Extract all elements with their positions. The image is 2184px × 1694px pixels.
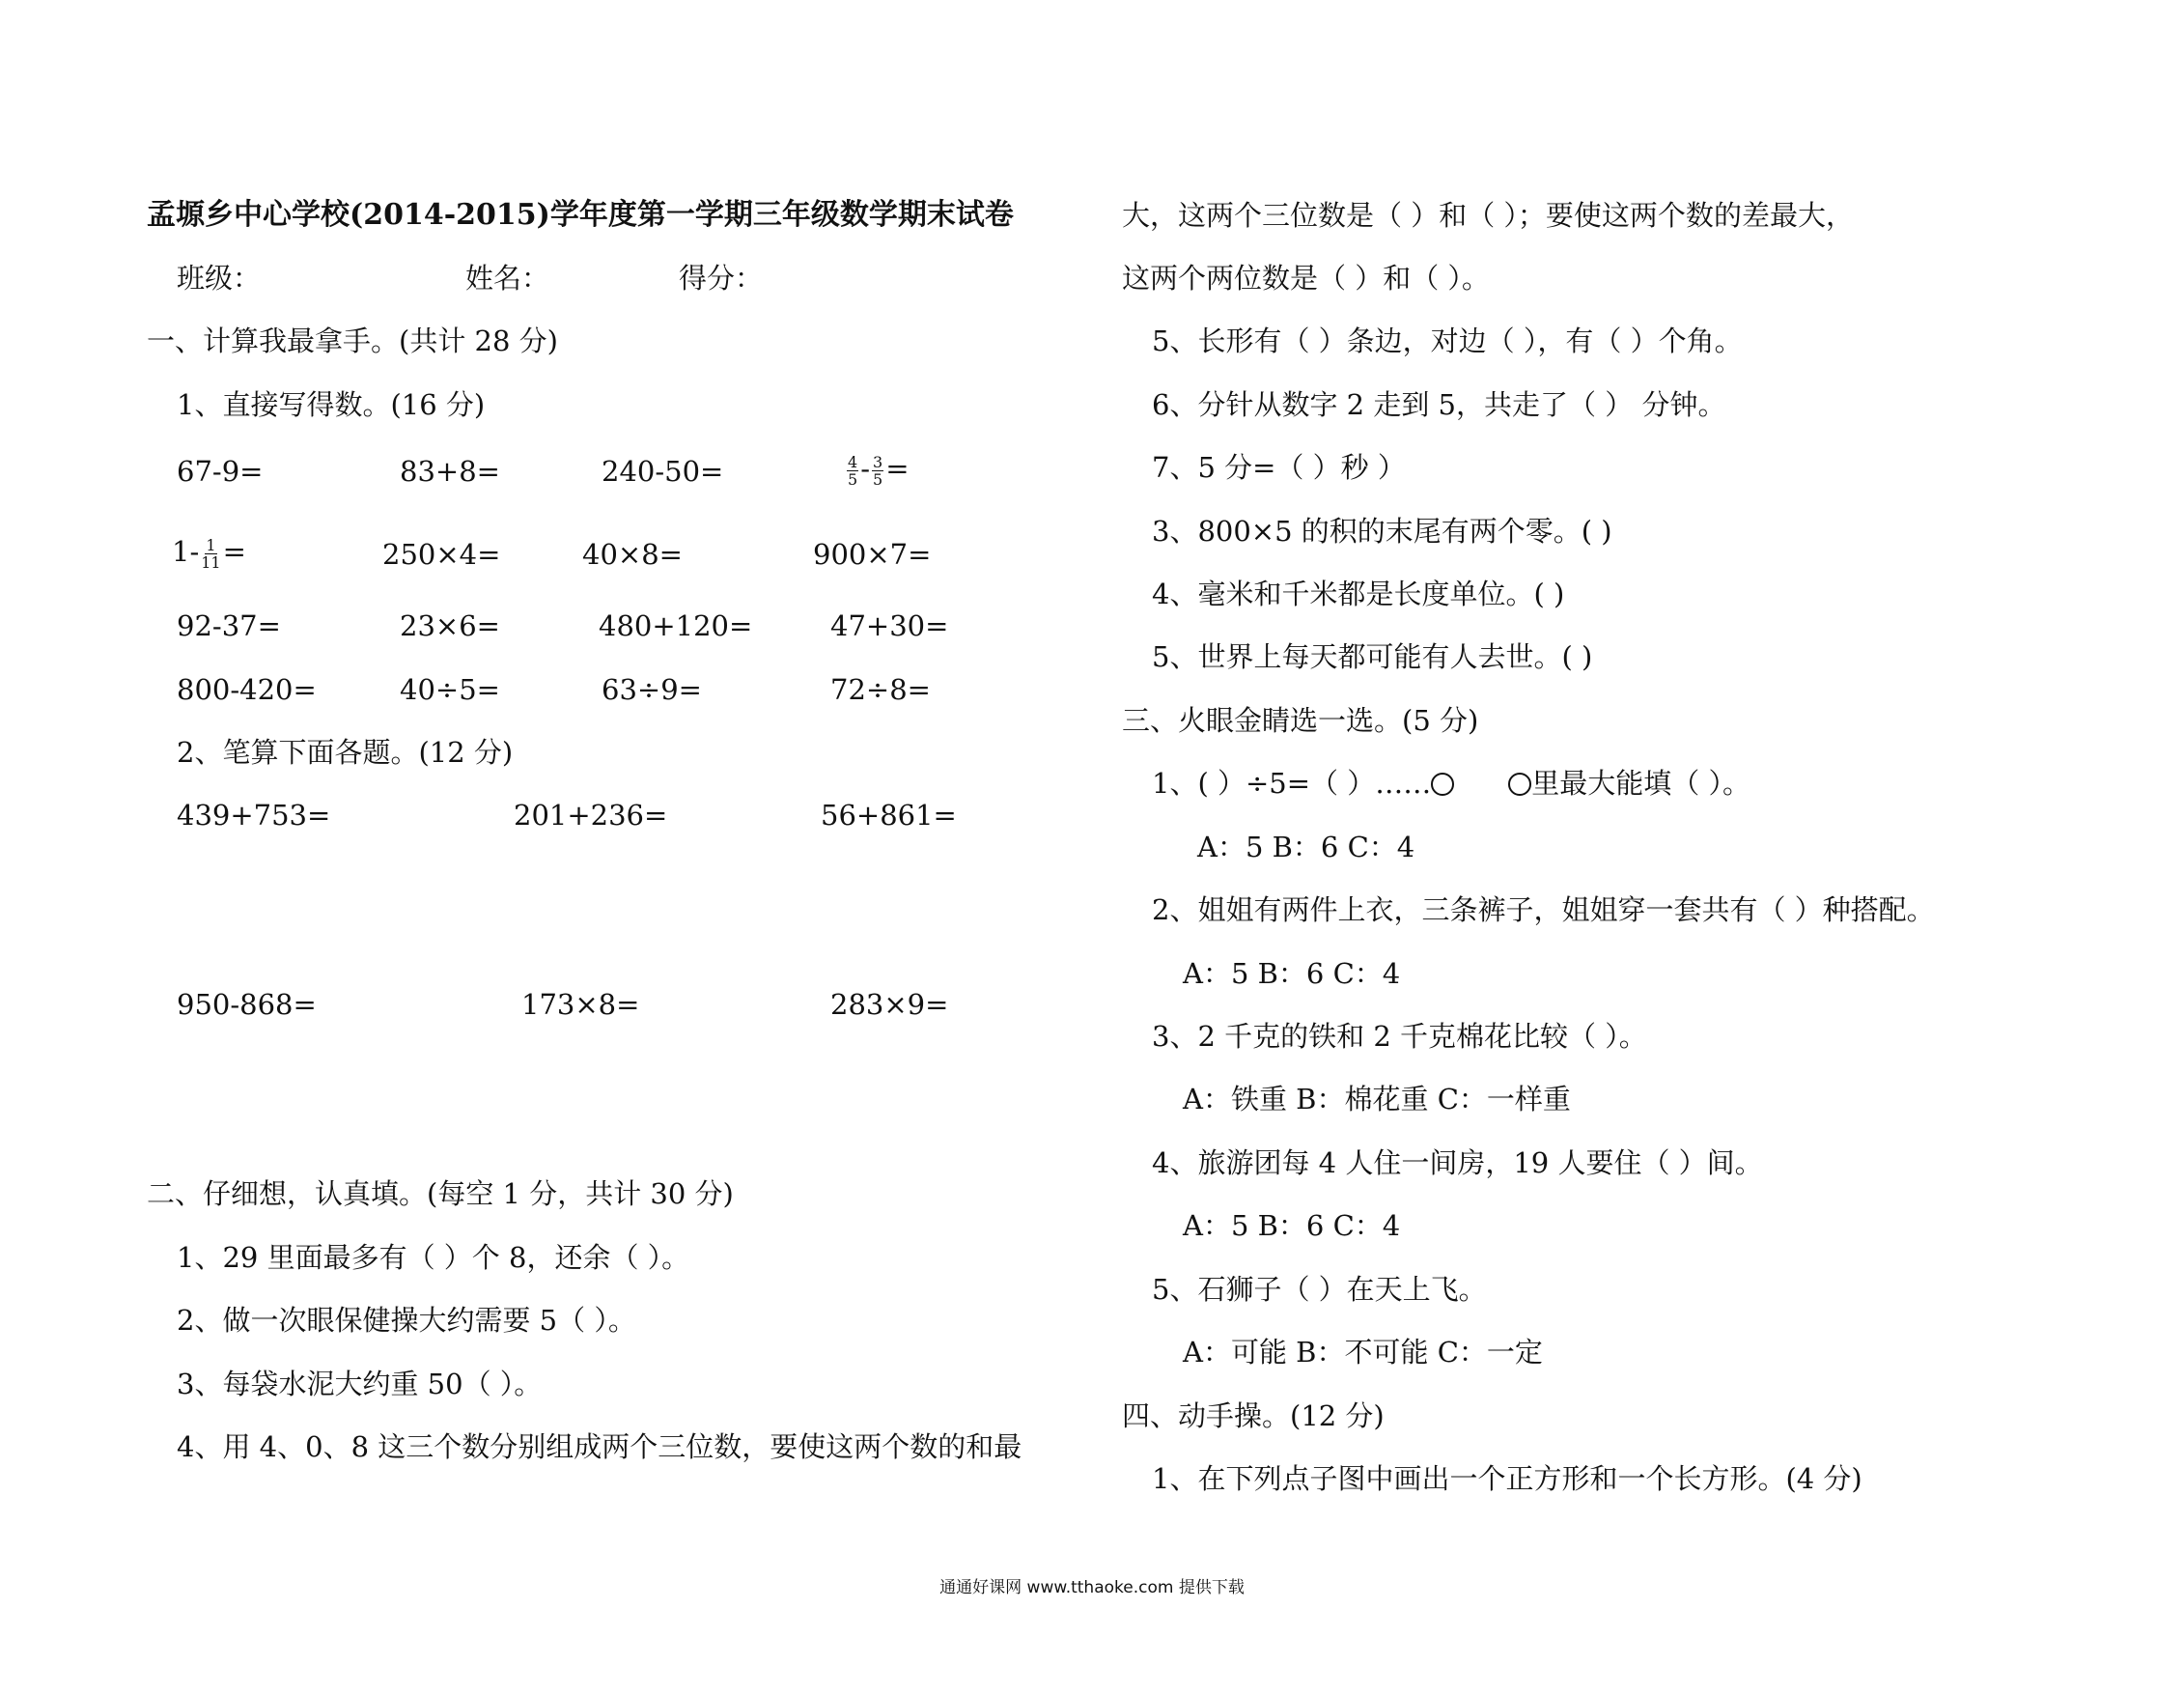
s3-q4: 4、旅游团每 4 人住一间房，19 人要住（ ）间。: [1152, 1146, 1763, 1179]
calc-63div9: 63÷9=: [602, 673, 702, 706]
calc-40div5: 40÷5=: [400, 673, 500, 706]
calc-283x9: 283×9=: [830, 988, 949, 1021]
s3-q4-options: A：5 B：6 C：4: [1183, 1209, 1401, 1242]
section-4-heading: 四、动手操。(12 分): [1122, 1399, 1385, 1432]
circle-icon: [1431, 773, 1454, 796]
calc-72div8: 72÷8=: [830, 673, 931, 706]
fraction-denominator: 11: [201, 552, 221, 572]
calc-800-420: 800-420=: [177, 673, 317, 706]
s1-q2-label: 2、笔算下面各题。(12 分): [177, 736, 514, 769]
calc-83-8: 83+8=: [400, 455, 500, 488]
s3-q1-question: 里最大能填（ ）。: [1531, 767, 1750, 800]
calc-47-30: 47+30=: [830, 609, 949, 642]
name-label: 姓名：: [465, 262, 550, 295]
section-2-heading: 二、仔细想，认真填。(每空 1 分，共计 30 分): [147, 1177, 734, 1210]
one-minus: 1-: [172, 535, 200, 568]
fraction-numerator: 4: [848, 452, 858, 471]
fraction-1-11: [201, 537, 220, 571]
calc-40x8: 40×8=: [582, 538, 683, 571]
s2-q9: 4、毫米和千米都是长度单位。( ): [1152, 578, 1565, 610]
s3-q1: [1152, 766, 1750, 801]
calc-900x7: 900×7=: [813, 538, 932, 571]
fraction-denominator: 5: [848, 469, 858, 489]
calc-201-236: 201+236=: [514, 799, 668, 832]
calc-92-37: 92-37=: [177, 609, 281, 642]
s2-q8: 3、800×5 的积的末尾有两个零。( ): [1152, 515, 1612, 548]
s2-q3: 3、每袋水泥大约重 50（ ）。: [177, 1368, 543, 1400]
calc-56-861: 56+861=: [821, 799, 957, 832]
calc-950-868: 950-868=: [177, 988, 317, 1021]
equals-sign: =: [222, 535, 246, 568]
section-3-heading: 三、火眼金睛选一选。(5 分): [1122, 704, 1479, 737]
s3-q3-options: A：铁重 B：棉花重 C：一样重: [1183, 1083, 1571, 1115]
minus-sign: -: [860, 452, 870, 485]
s3-q1-options: A：5 B：6 C：4: [1197, 831, 1415, 863]
s2-q4-line1: 4、用 4、0、8 这三个数分别组成两个三位数，要使这两个数的和最: [177, 1430, 1022, 1463]
s2-q4-line3: 这两个两位数是（ ）和（ ）。: [1122, 262, 1490, 295]
s1-q1-label: 1、直接写得数。(16 分): [177, 388, 486, 421]
s2-q7: 7、5 分=（ ）秒 ）: [1152, 451, 1406, 484]
s2-q5: 5、长形有（ ）条边，对边（ ），有（ ）个角。: [1152, 325, 1743, 357]
exam-title: 孟塬乡中心学校(2014-2015)学年度第一学期三年级数学期末试卷: [147, 198, 1014, 232]
calc-240-50: 240-50=: [602, 455, 724, 488]
s3-q5-options: A：可能 B：不可能 C：一定: [1183, 1336, 1543, 1369]
calc-250x4: 250×4=: [382, 538, 501, 571]
calc-173x8: 173×8=: [521, 988, 640, 1021]
s2-q10: 5、世界上每天都可能有人去世。( ): [1152, 640, 1593, 673]
s2-q2: 2、做一次眼保健操大约需要 5（ ）。: [177, 1304, 636, 1337]
calc-439-753: 439+753=: [177, 799, 331, 832]
fraction-numerator: 1: [206, 535, 216, 554]
footer-credit: 通通好课网 www.tthaoke.com 提供下载: [939, 1578, 1245, 1597]
section-1-heading: 一、计算我最拿手。(共计 28 分): [147, 325, 558, 357]
fraction-3-5: [872, 454, 883, 488]
s3-q5: 5、石狮子（ ）在天上飞。: [1152, 1273, 1487, 1306]
equals-sign: =: [885, 452, 910, 485]
class-label: 班级：: [177, 262, 262, 295]
s2-q4-line2: 大，这两个三位数是（ ）和（ ）；要使这两个数的差最大，: [1122, 199, 1854, 232]
s2-q6: 6、分针从数字 2 走到 5，共走了（ ） 分钟。: [1152, 388, 1726, 421]
circle-icon: [1508, 773, 1531, 796]
calc-1-minus-fraction: [172, 534, 246, 571]
s3-q2: 2、姐姐有两件上衣，三条裤子，姐姐穿一套共有（ ）种搭配。: [1152, 893, 1935, 926]
calc-fraction-subtraction: [845, 451, 910, 488]
calc-67-9: 67-9=: [177, 455, 264, 488]
score-label: 得分：: [679, 262, 764, 295]
fraction-numerator: 3: [873, 452, 883, 471]
fraction-4-5: [847, 454, 858, 488]
calc-480-120: 480+120=: [599, 609, 753, 642]
calc-23x6: 23×6=: [400, 609, 500, 642]
fraction-denominator: 5: [873, 469, 883, 489]
s3-q3: 3、2 千克的铁和 2 千克棉花比较（ ）。: [1152, 1020, 1647, 1053]
s3-q2-options: A：5 B：6 C：4: [1183, 957, 1401, 990]
s3-q1-expression: 1、( ）÷5=（ ）……: [1152, 767, 1432, 800]
s4-q1: 1、在下列点子图中画出一个正方形和一个长方形。(4 分): [1152, 1462, 1862, 1495]
s2-q1: 1、29 里面最多有（ ）个 8，还余（ ）。: [177, 1241, 690, 1274]
